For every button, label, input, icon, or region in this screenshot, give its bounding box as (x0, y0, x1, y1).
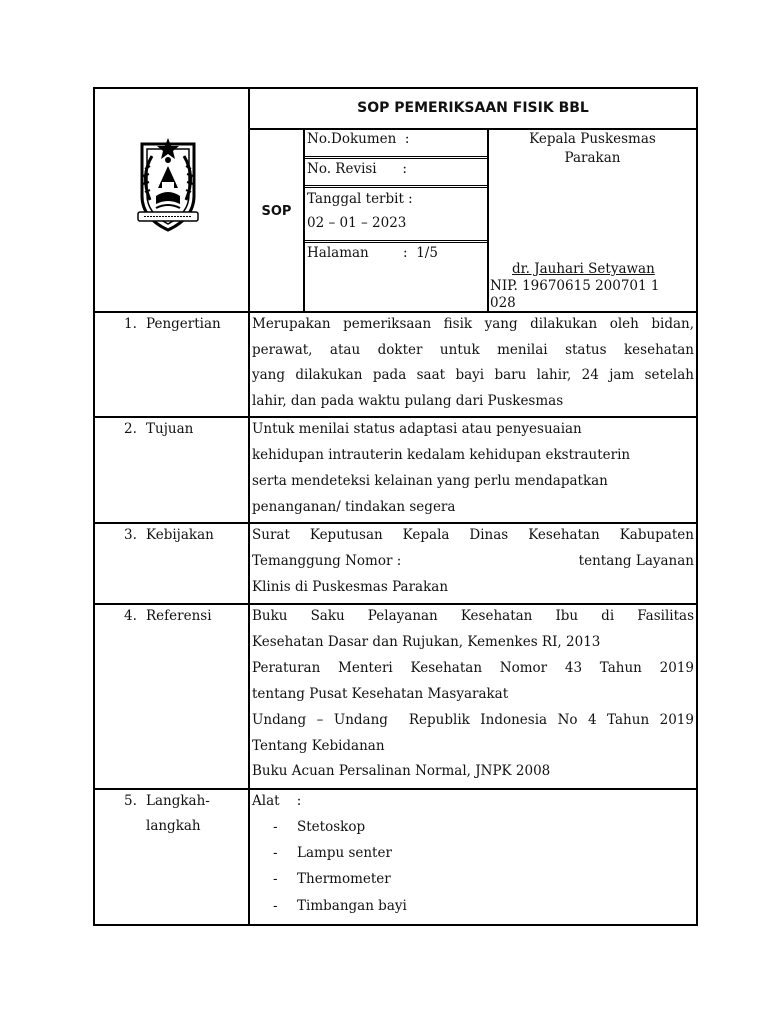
section-body-line: perawat, atau dokter untuk menilai status kesehatan (252, 342, 694, 358)
table-border-right (696, 87, 698, 926)
bullet: - (273, 845, 278, 861)
list-item: Lampu senter (297, 845, 392, 861)
signer-name: dr. Jauhari Setyawan (512, 261, 655, 277)
section-body-line: Untuk menilai status adaptasi atau penyesuaian (252, 421, 582, 437)
table-border-left (93, 87, 95, 926)
tanggal-terbit-value: 02 – 01 – 2023 (307, 215, 407, 231)
bullet: - (273, 871, 278, 887)
list-item: Timbangan bayi (297, 898, 407, 914)
section-label: Pengertian (146, 316, 221, 332)
signer-nip-line-2: 028 (490, 295, 516, 311)
section-number: 3. (124, 527, 137, 543)
section-number: 1. (124, 316, 137, 332)
signer-title-line-2: Parakan (564, 150, 621, 166)
section-number: 2. (124, 421, 137, 437)
bullet: - (273, 819, 278, 835)
section-body-line: Tentang Kebidanan (252, 738, 385, 754)
signer-nip-line-1: NIP. 19670615 200701 1 (490, 278, 660, 294)
section-number: 4. (124, 608, 137, 624)
halaman-label: Halaman : 1/5 (307, 245, 438, 261)
section-body-line: Buku Saku Pelayanan Kesehatan Ibu di Fasilitas (252, 608, 694, 624)
tanggal-terbit-label: Tanggal terbit : (307, 191, 413, 207)
section-body-line: Merupakan pemeriksaan fisik yang dilakukan oleh bidan, (252, 316, 694, 332)
section-body-line: serta mendeteksi kelainan yang perlu mendapatkan (252, 473, 608, 489)
section-body-line: Peraturan Menteri Kesehatan Nomor 43 Tahun 2019 (252, 660, 694, 676)
no-dokumen-label: No.Dokumen : (307, 131, 410, 147)
alat-heading: Alat : (252, 793, 302, 809)
section-label: Langkah- (146, 793, 210, 809)
section-body-line: yang dilakukan pada saat bayi baru lahir, 24 jam setelah (252, 367, 694, 383)
section-label: Kebijakan (146, 527, 214, 543)
section-body-line: Surat Keputusan Kepala Dinas Kesehatan Kabupaten (252, 527, 694, 543)
section-body-line: Klinis di Puskesmas Parakan (252, 579, 449, 595)
section-label: Referensi (146, 608, 212, 624)
section-body-line: Kesehatan Dasar dan Rujukan, Kemenkes RI, 2013 (252, 634, 601, 650)
section-body-line: tentang Layanan (578, 553, 694, 569)
document-title: SOP PEMERIKSAAN FISIK BBL (357, 100, 589, 116)
section-body-line: Temanggung Nomor : (252, 553, 402, 569)
section-number: 5. (124, 793, 137, 809)
list-item: Thermometer (297, 871, 391, 887)
sop-label: SOP (261, 204, 292, 219)
section-label: langkah (146, 818, 201, 834)
section-body-line: Buku Acuan Persalinan Normal, JNPK 2008 (252, 763, 551, 779)
table-border-bottom (93, 924, 698, 926)
regency-seal-logo (128, 126, 208, 236)
signer-title-line-1: Kepala Puskesmas (529, 131, 656, 147)
list-item: Stetoskop (297, 819, 366, 835)
section-body-line: lahir, dan pada waktu pulang dari Puskesmas (252, 393, 564, 409)
section-body-line: kehidupan intrauterin kedalam kehidupan ekstrauterin (252, 447, 631, 463)
section-body-line: tentang Pusat Kesehatan Masyarakat (252, 686, 509, 702)
section-label: Tujuan (146, 421, 194, 437)
no-revisi-label: No. Revisi : (307, 161, 407, 177)
bullet: - (273, 898, 278, 914)
section-body-line: penanganan/ tindakan segera (252, 499, 456, 515)
table-border-top (93, 87, 698, 89)
section-body-line: Undang – Undang Republik Indonesia No 4 Tahun 2019 (252, 712, 694, 728)
